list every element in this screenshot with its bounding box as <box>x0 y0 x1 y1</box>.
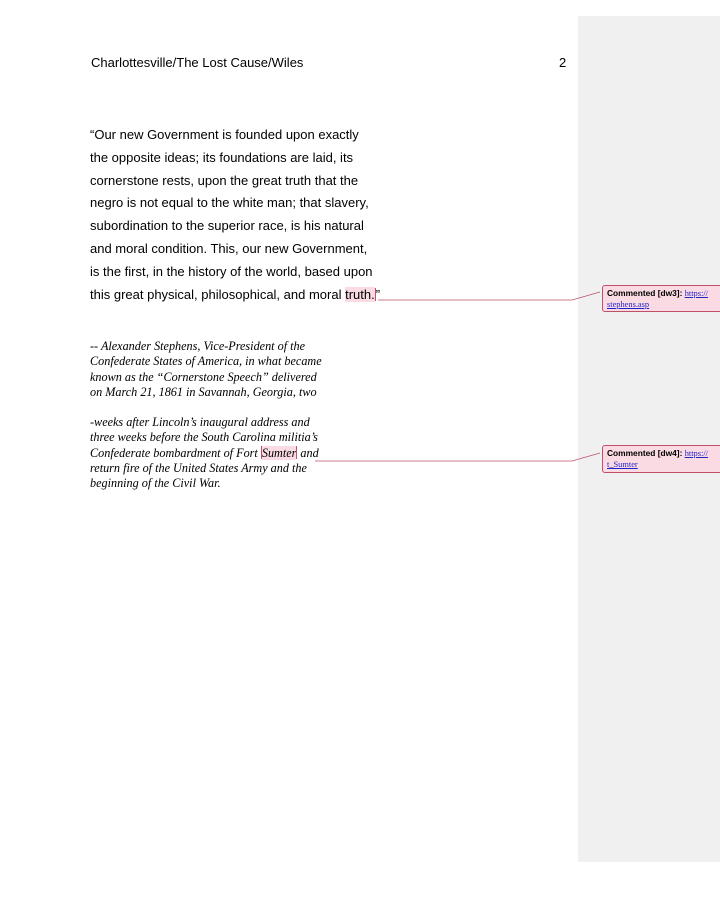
comment-anchor-truth[interactable]: truth. <box>345 286 375 302</box>
quote-line: cornerstone rests, upon the great truth that the <box>90 172 359 188</box>
comment-link[interactable]: https:// <box>684 289 708 298</box>
comment-connector-dw4 <box>315 453 600 461</box>
page-number: 2 <box>559 55 567 70</box>
quote-line: subordination to the superior race, is his natural <box>90 218 364 234</box>
quote-line: negro is not equal to the white man; that slavery, <box>90 195 369 211</box>
comment-link[interactable]: https:// <box>684 449 708 458</box>
attribution-line: return fire of the United States Army and the <box>90 460 307 475</box>
attribution-line: three weeks before the South Carolina militia’s <box>90 430 318 445</box>
quote-line-start: this great physical, philosophical, and moral <box>90 286 346 302</box>
comment-balloon-dw3[interactable] <box>602 285 720 312</box>
attribution-line: beginning of the Civil War. <box>90 476 221 491</box>
quote-line: and moral condition. This, our new Government, <box>90 240 368 256</box>
quote-line-end: ” <box>375 286 381 302</box>
attribution-line-end: and <box>297 445 319 460</box>
attribution-line: -- Alexander Stephens, Vice-President of the <box>90 339 306 353</box>
attribution-line: known as the “Cornerstone Speech” delivered <box>90 369 317 384</box>
comment-anchor-sumter[interactable]: Sumter <box>261 445 297 460</box>
comment-connector-dw3 <box>378 292 600 300</box>
quote-line: the opposite ideas; its foundations are laid, its <box>90 149 354 165</box>
attribution-line: -weeks after Lincoln’s inaugural address and <box>90 415 310 429</box>
running-head: Charlottesville/The Lost Cause/Wiles <box>91 55 304 70</box>
comment-balloon-dw4[interactable] <box>602 445 720 473</box>
comment-link[interactable]: stephens.asp <box>607 300 650 309</box>
comment-title: Commented [dw4]: <box>607 448 683 458</box>
attribution-line: Confederate States of America, in what became <box>90 354 322 369</box>
comment-title: Commented [dw3]: <box>607 288 683 298</box>
quote-line: “Our new Government is founded upon exactly <box>90 127 359 142</box>
attribution-line-start: Confederate bombardment of Fort <box>90 445 261 460</box>
comment-link[interactable]: t_Sumter <box>607 460 638 469</box>
attribution-line: on March 21, 1861 in Savannah, Georgia, two <box>90 384 317 399</box>
quote-line: is the first, in the history of the world, based upon <box>90 263 373 279</box>
